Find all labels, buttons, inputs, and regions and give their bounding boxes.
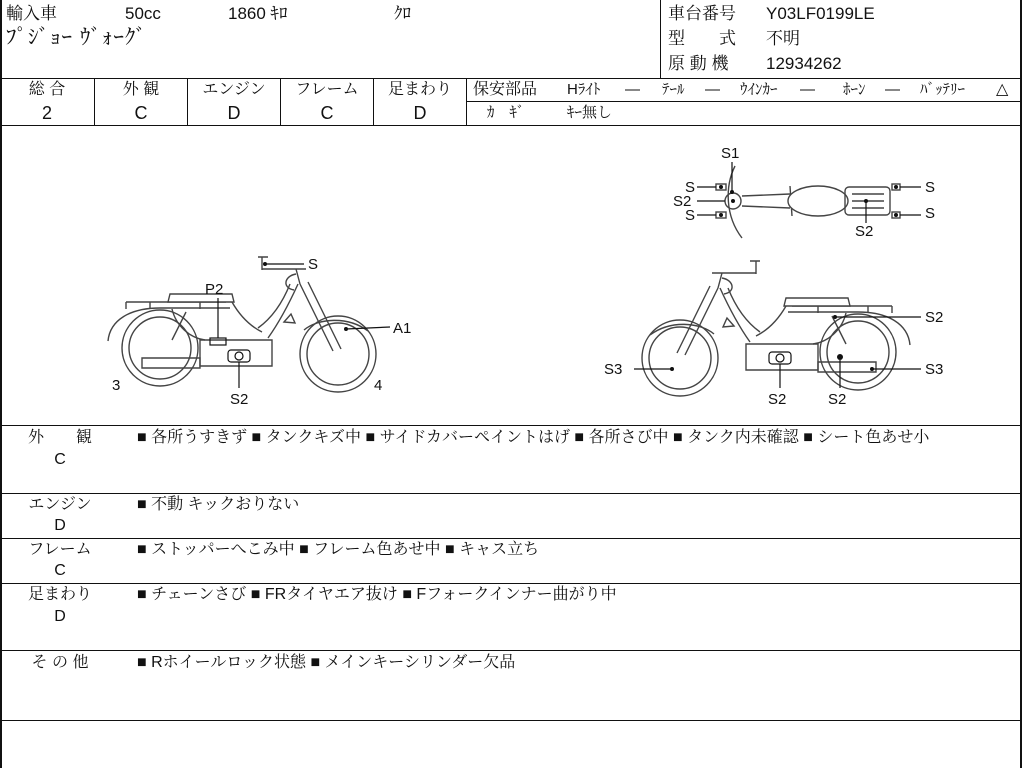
comment-row-exterior [0,426,1022,494]
comment-grade: C [54,451,66,468]
damage-dot [870,367,874,371]
comment-row-frame [0,539,1022,584]
damage-code: S [925,179,936,196]
turn-signal-label: ｳｲﾝｶｰ [740,81,778,98]
bike-outline [642,261,910,396]
position-number: 4 [374,377,383,394]
damage-code: S2 [768,391,787,408]
damage-dot [344,327,348,331]
right-side-view [604,261,943,408]
damage-code: S3 [604,361,623,378]
grade-suspension [374,78,467,125]
handlebar [728,166,742,238]
comment-label: そ の 他 [31,654,89,671]
left-side-view [108,256,411,408]
damage-code: S [685,207,696,224]
chassis-label: 車台番号 [668,4,736,23]
comment-row-suspension [0,584,1022,651]
comment-label: フレーム [28,541,92,558]
grade-value: D [413,103,427,123]
damage-code: S2 [828,391,847,408]
damage-marker [776,354,784,362]
comment-text: ■ ストッパーへこみ中 ■ フレーム色あせ中 ■ キャス立ち [137,541,540,558]
damage-dot [894,185,898,189]
taillight-label: ﾃｰﾙ [662,81,685,98]
damage-code: S1 [721,145,740,162]
safety-parts-label: 保安部品 [473,81,538,98]
damage-code: A1 [393,320,412,337]
comment-text: ■ 各所うすきず ■ タンクキズ中 ■ サイドカバーペイントはげ ■ 各所さび中 ■ タンク内未確認 ■ シート色あせ小 [137,429,930,446]
damage-dot [833,315,837,319]
grade-value: C [134,103,148,123]
damage-dot [894,213,898,217]
comment-label: 外 観 [27,429,92,446]
key-label: ｶ ｷﾞ [487,104,525,121]
damage-dot [719,185,723,189]
grade-label: 外 観 [122,81,160,98]
grade-frame [281,78,374,125]
import-label: 輸入車 [6,4,57,23]
damage-dot [731,199,735,203]
info-divider [660,0,661,78]
damage-code: S2 [925,309,944,326]
headlight-label: Hﾗｲﾄ [567,81,601,98]
damage-dot [864,199,868,203]
grade-label: 総 合 [28,81,66,98]
comment-text: ■ Rホイールロック状態 ■ メインキーシリンダー欠品 [137,654,516,671]
damage-code: S [925,205,936,222]
grade-engine [188,78,281,125]
damage-dot [263,262,267,266]
comment-row-engine [0,494,1022,539]
mileage: 1860 ｷﾛ [228,4,288,23]
grade-exterior [95,78,188,125]
turn-signal-status: — [800,81,815,98]
comment-label: 足まわり [27,586,92,603]
position-number: 3 [112,377,121,394]
horn-status: — [885,81,900,98]
seat [788,186,848,216]
damage-dot [719,213,723,217]
grade-label: 足まわり [387,81,452,98]
comment-row-empty [0,721,1022,768]
damage-diagram [0,126,1020,424]
comment-row-other [0,651,1022,721]
taillight-status: — [705,81,720,98]
damage-marker [235,352,243,360]
grade-value: D [227,103,241,123]
damage-code: S [308,256,319,273]
grade-value: C [320,103,334,123]
model-name: ﾌﾟｼﾞｮｰ ｳﾞｫｰｸﾞ [6,26,147,49]
damage-code: S3 [925,361,944,378]
type-label: 型 式 [668,29,736,48]
color: ｸﾛ [394,4,411,23]
damage-marker [210,338,226,345]
comment-text: ■ 不動 キックおりない [137,496,300,513]
damage-code: S2 [230,391,249,408]
bike-outline [108,257,376,392]
top-view [673,145,935,240]
headlight-status: — [625,81,640,98]
grade-value: 2 [41,103,52,123]
damage-code: S [685,179,696,196]
damage-code: P2 [205,281,224,298]
damage-marker [837,354,843,360]
comment-grade: C [54,562,66,579]
grade-label: フレーム [295,81,359,98]
damage-dot [730,190,734,194]
divider [467,101,1022,102]
type-value: 不明 [766,29,800,48]
battery-label: ﾊﾞｯﾃﾘｰ [920,81,966,98]
damage-dot [670,367,674,371]
damage-code: S2 [855,223,874,240]
frame-spine [742,194,790,208]
comment-label: エンジン [28,496,92,513]
comment-grade: D [54,608,66,625]
comment-grade: D [54,517,66,534]
horn-label: ﾎｰﾝ [843,81,866,98]
grade-overall [0,78,95,125]
comment-text: ■ チェーンさび ■ FRタイヤエア抜け ■ Fフォークインナー曲がり中 [137,586,617,603]
chassis-number: Y03LF0199LE [766,4,875,23]
damage-code: S2 [673,193,692,210]
key-value: ｷｰ無し [567,104,613,121]
battery-status: △ [996,81,1009,98]
engine-number: 12934262 [766,54,842,73]
engine-label: 原 動 機 [668,54,729,73]
displacement: 50cc [125,4,161,23]
grade-label: エンジン [202,81,266,98]
